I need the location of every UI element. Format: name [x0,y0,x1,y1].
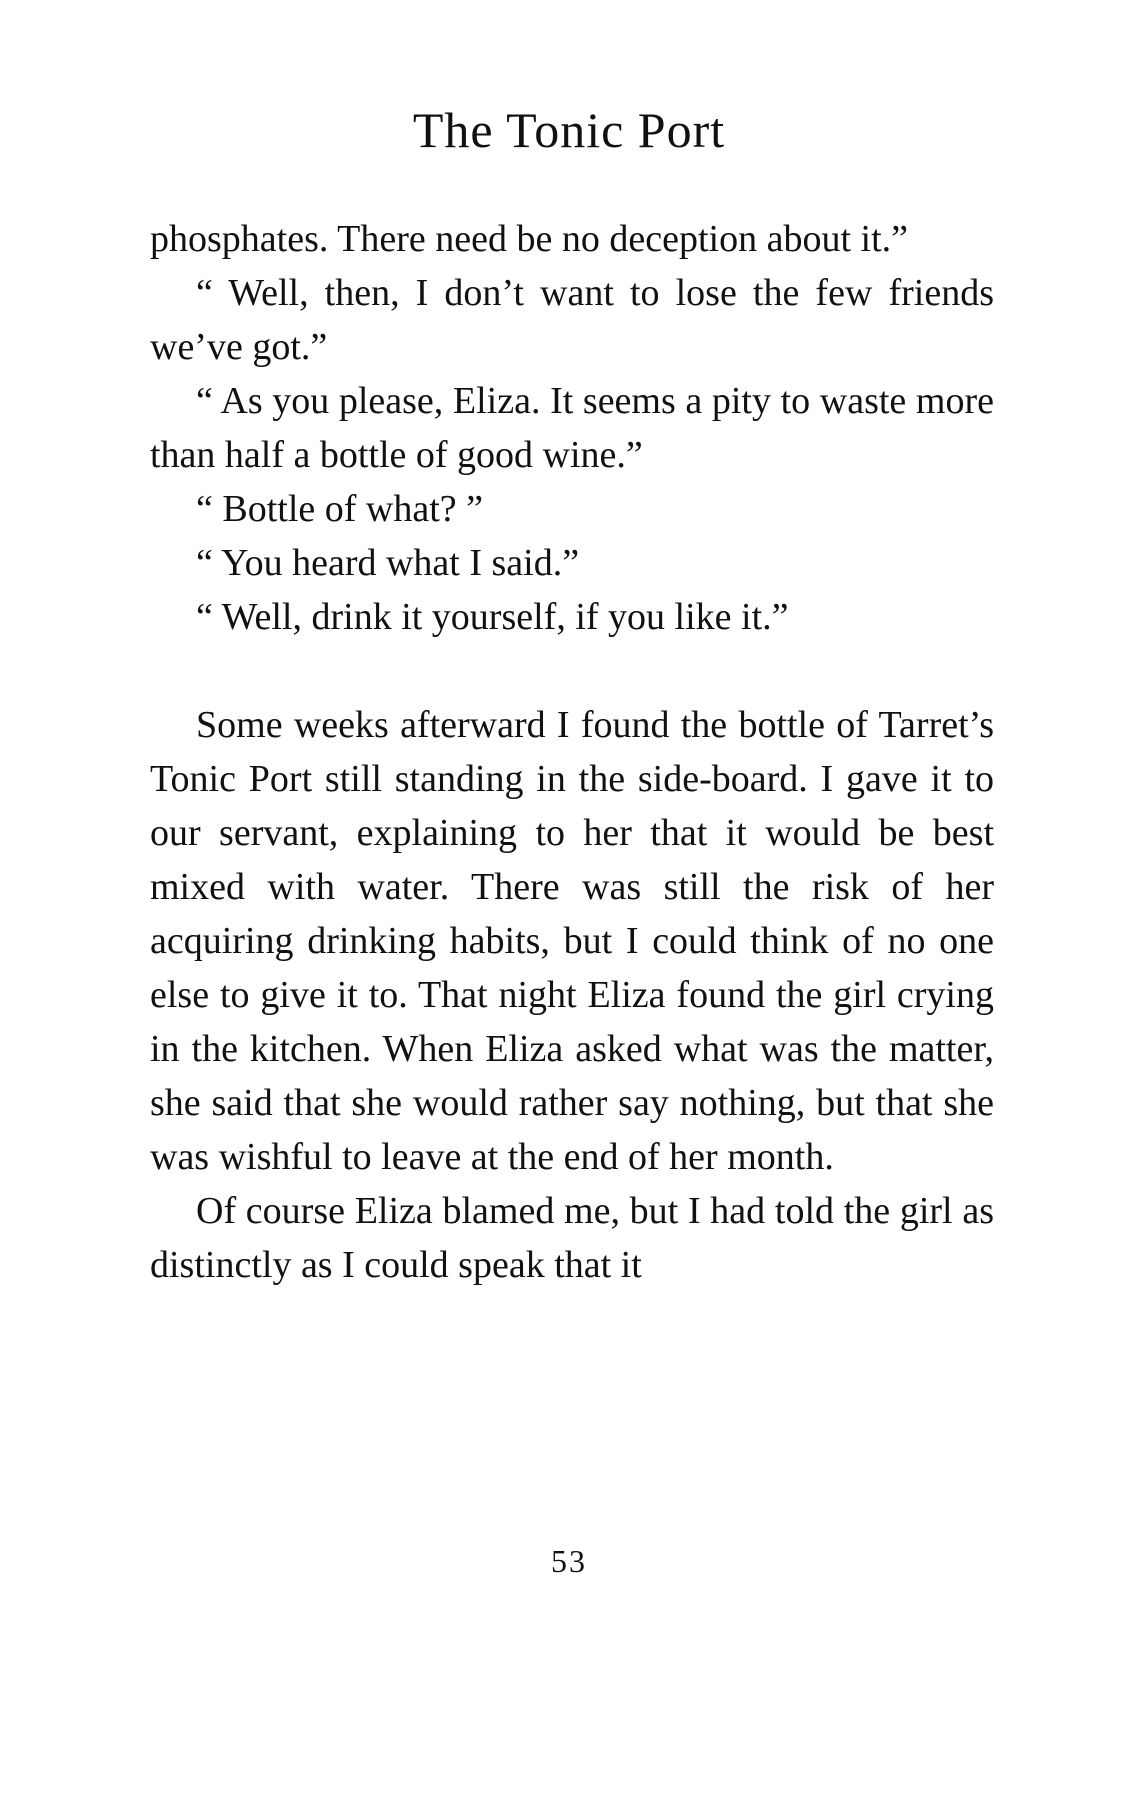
paragraph-continuation: phosphates. There need be no deception about it.” [150,218,908,260]
dialogue-line: “ You heard what I said.” [196,542,580,584]
dialogue-line: “ Well, drink it yourself, if you like it.” [196,596,789,638]
dialogue-line: “ As you please, Eliza. It seems a pity to waste more than half a bottle of good wine.” [150,380,994,476]
page-number: 53 [551,1543,587,1579]
running-title: The Tonic Port [412,102,726,158]
dialogue-line: “ Well, then, I don’t want to lose the few friends we’ve got.” [150,272,994,368]
dialogue-line: “ Bottle of what? ” [196,488,484,530]
paragraph: Some weeks afterward I found the bottle of Tarret’s Tonic Port still standing in the side-board. I gave it to our servant, explaining to her that it would be best mixed with water. There was still the risk of her acquiring drinking habits, but I could think of no one else to give it to. That night Eliza found the girl crying in the kitchen. When Eliza asked what was the matter, she said that she would rather say nothing, but that she was wishful to leave at the end of her month. [150,704,994,1178]
body-text [150,212,994,1292]
paragraph: Of course Eliza blamed me, but I had told the girl as distinctly as I could speak that it [150,1190,994,1286]
